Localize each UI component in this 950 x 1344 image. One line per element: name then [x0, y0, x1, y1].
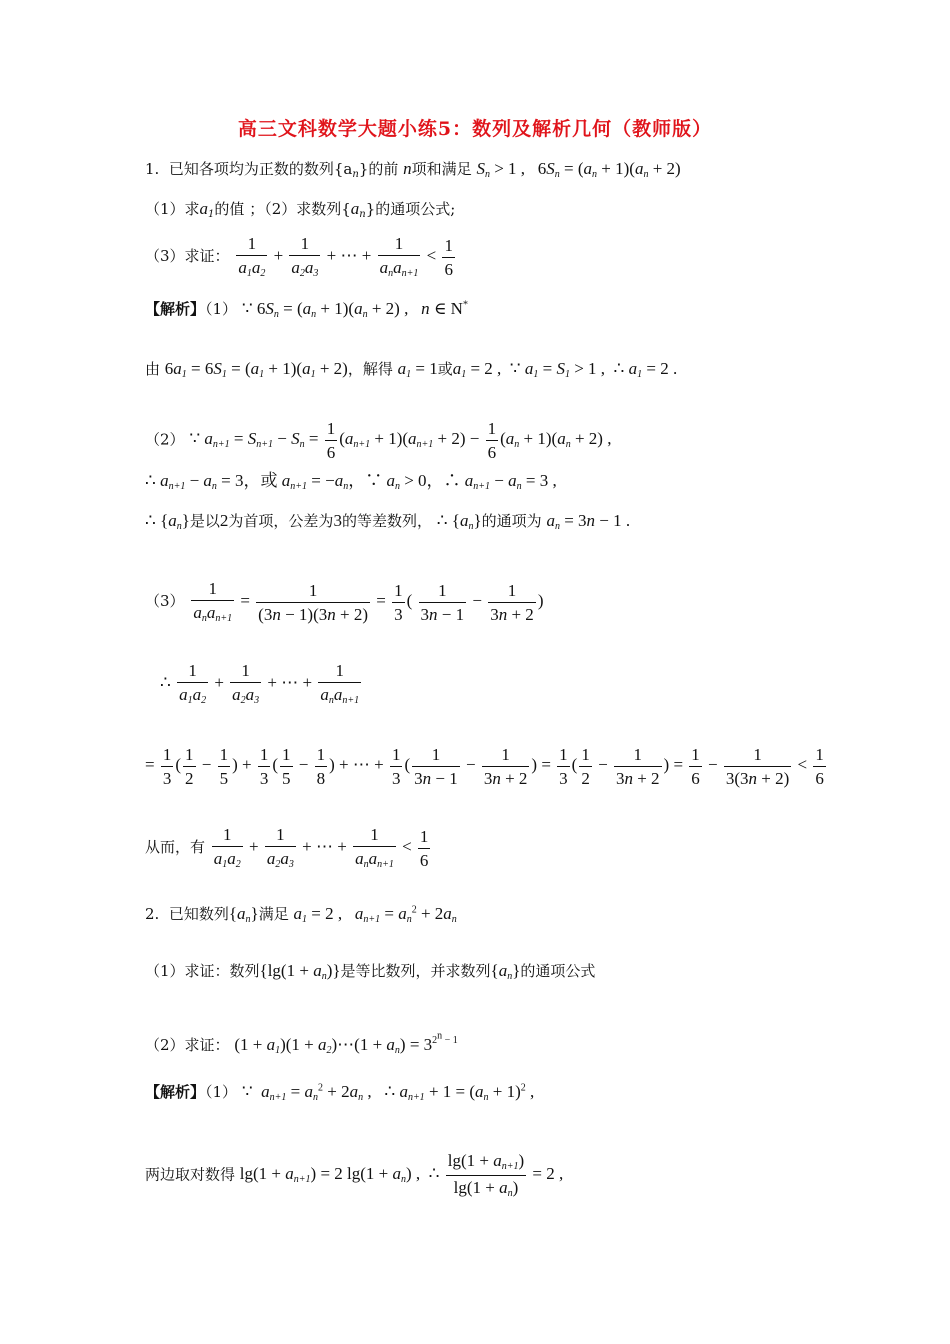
problem-1-part-3: （3）求证： $\frac{1}{a_1a_2}$ + $\frac{1}{a_2a_3}$ + ⋯ + 1 $a_na_{n+1}$ < $\frac{1}{6}$: [145, 234, 453, 279]
problem-1-parts-1-2: （1）求$a_1$的值 ；（2）求数列$\{a_n\}$的通项公式;: [145, 199, 456, 220]
solution-2-line-2: ∴ $a_{n+1} - a_n = 3$，或 $a_{n+1} = -a_n$，∵ $a_n > 0$，∴ $a_{n+1} - a_n = 3$ ,: [145, 471, 557, 492]
solution-3-line-3: = $\frac{1}{3}$ ( $\frac{1}{2}$ − $\frac{1}{5}$ ) + $\frac{1}{3}$ ( $\frac{1}{5}$ − $\frac{1}{8}$ ) + ⋯ + $\frac{1}{3}$ ( $\frac{1}{3n - 1}$ − $\frac{1}{3n + 2}$ ) = $\frac{1}{3}$ ( $\frac{1}{2}$ − $\frac{1}{3n + 2}$ ) = $\frac{1}{6}$ − $\frac{1}{3(3n + 2)}$ < $\frac{1}{6}$: [145, 745, 824, 788]
solution-3-line-2: ∴ $\frac{1}{a_1a_2}$ + $\frac{1}{a_2a_3}$ + ⋯ + 1 $a_na_{n+1}$: [160, 661, 360, 706]
solution-2-line-3: ∴ $\{a_n\}$是以2为首项，公差为3的等差数列， ∴ $\{a_n\}$的通项为 $a_n = 3n - 1$ .: [145, 511, 631, 532]
problem-2-part-2: （2）求证： $(1 + a_1)(1$ + $a_2)\cdots(1 + a_n) = 3^{2^n - 1}$: [145, 1031, 458, 1056]
solution-1-line-1: 【解析】（1） ∵ $6S_n = (a_n + 1)(a_n + 2)$ , n ∈ N*: [145, 299, 468, 320]
problem-1-stem: 1. 已知各项均为正数的数列$\{a_n\}$的前 n项和满足 $S_n > 1$ , $6S_n = (a_n + 1)(a_n + 2)$: [145, 159, 681, 180]
solution-3-line-1: （3） 1 $a_na_{n+1}$ = $\frac{1}{(3n - 1)(3n + 2)}$ = $\frac{1}{3}$ ( $\frac{1}{3n - 1}$ − $\frac{1}{3n + 2}$ ): [145, 579, 544, 624]
problem-2-stem: 2. 已知数列$\{a_n\}$满足 $a_1 = 2$ , $a_{n+1} = a_n^2 + 2a_n$: [145, 904, 457, 925]
page-title: 高三文科数学大题小练5：数列及解析几何（教师版）: [237, 118, 713, 140]
solution-p2-line-2: 两边取对数得 $\lg(1 + a_{n+1}) = 2$ $\lg(1 + a_n)$ , ∴ $\frac{\lg(1 + a_{n+1})}{\lg(1 + a_n)}$ = 2 ,: [145, 1151, 564, 1199]
solution-2-line-1: （2） ∵ $a_{n+1} = S_{n+1} - S_n$ = $\frac{1}{6}$ $(a_{n+1} + 1)(a_{n+1} + 2)$ − $\frac{1}{6}$ $(a_n + 1)(a_n + 2)$ ,: [145, 419, 612, 462]
solution-3-conclusion: 从而，有 $\frac{1}{a_1a_2}$ + $\frac{1}{a_2a_3}$ + ⋯ + 1 $a_na_{n+1}$ < $\frac{1}{6}$: [145, 825, 429, 870]
problem-2-part-1: （1）求证：数列$\{\lg(1 + a_n)\}$是等比数列，并求数列$\{a_n\}$的通项公式: [145, 961, 596, 982]
solution-1-line-2: 由 $6a_1 = 6S_1 = (a_1 + 1)(a_1 + 2)$，解得 $a_1 = 1$或$a_1 = 2$ , ∵ $a_1 = S_1 > 1$ , ∴ $a_1 = 2$ .: [145, 359, 678, 380]
solution-p2-line-1: 【解析】（1） ∵ $a_{n+1} = a_n^2 + 2a_n$ , ∴ $a_{n+1} + 1 = (a_n + 1)^2$ ,: [145, 1082, 535, 1103]
